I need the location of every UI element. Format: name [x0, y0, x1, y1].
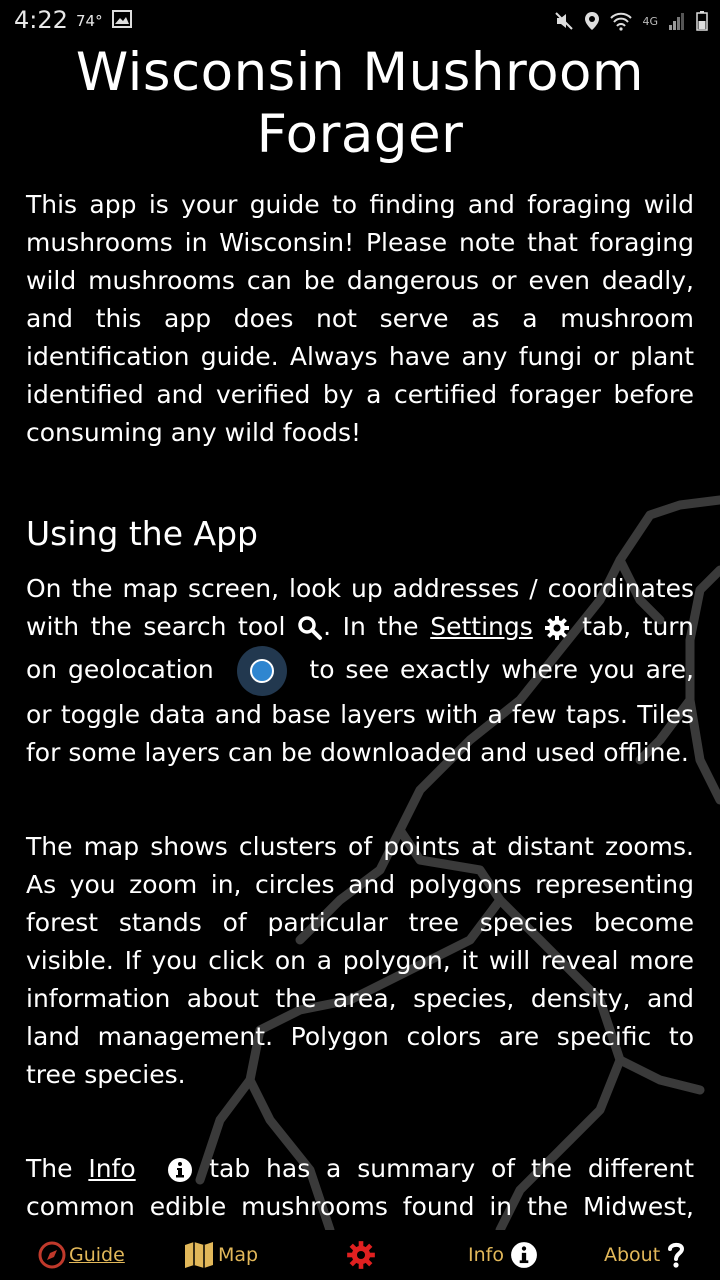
guide-content[interactable]: [0, 42, 720, 1230]
info-paragraph: [0, 1150, 720, 1230]
page-title: Wisconsin Mushroom Forager: [75, 42, 645, 165]
status-temperature: 74°: [76, 12, 103, 30]
status-bar: [0, 0, 720, 42]
nav-guide-label: Guide: [69, 1244, 125, 1266]
compass-icon: [38, 1241, 66, 1269]
wifi-icon: [610, 11, 632, 31]
bottom-navigation: [0, 1230, 720, 1280]
info-text-2: tab has a summary of the different common edible mushrooms found in the Midwest,: [26, 1154, 694, 1221]
search-icon: [297, 615, 323, 641]
using-text-2: . In the: [323, 612, 431, 641]
status-icons: [554, 8, 708, 34]
gear-icon: [544, 615, 570, 641]
question-icon: [666, 1241, 686, 1269]
signal-icon: [668, 11, 686, 31]
using-paragraph: [0, 570, 720, 772]
using-text-4: to see exactly where you are, or toggle data and base layers with a few taps. Tiles for some layers can be downloaded and used offline.: [26, 655, 694, 767]
battery-icon: [696, 11, 708, 31]
nav-info-label: Info: [468, 1244, 504, 1266]
map-paragraph: The map shows clusters of points at distant zooms. As you zoom in, circles and polygons representing forest stands of particular tree species become visible. If you click on a polygon, it will reveal more information about the area, species, density, and land management. Polygon colors are specific to tree species.: [26, 832, 694, 1089]
map-icon: [183, 1239, 215, 1271]
info-text-1: The: [26, 1154, 89, 1183]
using-text-3: tab, turn on geolocation: [26, 612, 694, 684]
nav-guide[interactable]: [38, 1230, 125, 1280]
info-link[interactable]: Info: [88, 1154, 136, 1183]
nav-about[interactable]: [604, 1230, 686, 1280]
intro-paragraph: This app is your guide to finding and foraging wild mushrooms in Wisconsin! Please note that foraging wild mushrooms can be dangerous or even deadly, and this app does not serve as a mushroom identification guide. Always have any fungi or plant identified and verified by a certified forager before consuming any wild foods!: [26, 190, 694, 447]
status-network: 4G: [642, 14, 658, 28]
info-icon: [510, 1241, 538, 1269]
nav-map-label: Map: [218, 1244, 259, 1266]
section-title: Using the App: [26, 514, 258, 553]
location-icon: [584, 11, 600, 31]
status-time: 4:22: [14, 6, 68, 34]
nav-settings[interactable]: [346, 1230, 376, 1280]
mute-icon: [554, 11, 574, 31]
nav-map[interactable]: [183, 1230, 258, 1280]
image-icon: [112, 10, 132, 28]
nav-info[interactable]: [468, 1230, 538, 1280]
geolocation-icon: [237, 646, 287, 696]
nav-about-label: About: [604, 1244, 661, 1266]
info-circle-icon: [167, 1157, 193, 1183]
using-text-1: On the map screen, look up addresses / coordinates with the search tool: [26, 574, 694, 641]
settings-link[interactable]: Settings: [430, 612, 533, 641]
settings-gear-icon: [346, 1240, 376, 1270]
